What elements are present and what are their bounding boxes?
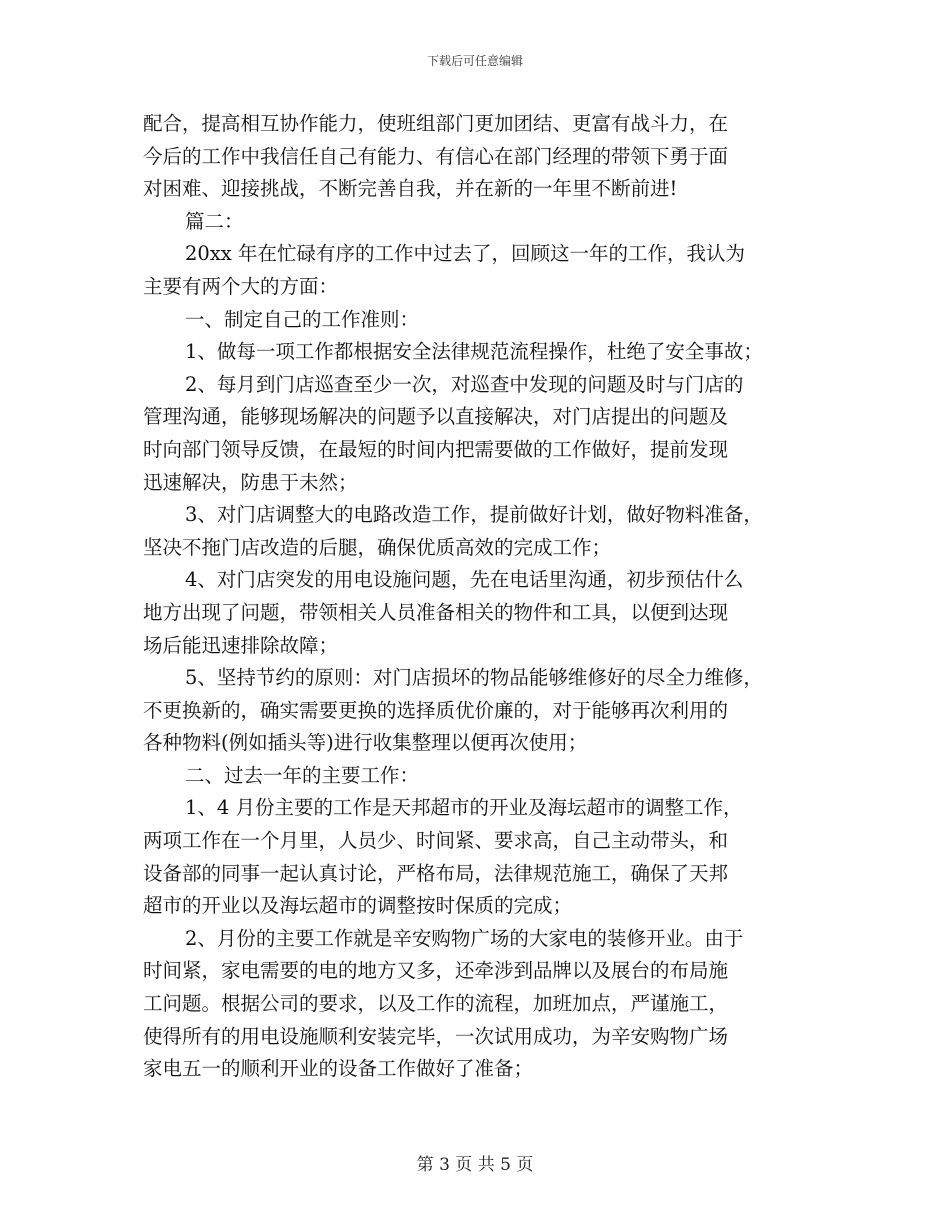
body-line: 篇二： bbox=[185, 209, 244, 233]
body-line: 对困难、迎接挑战，不断完善自我，并在新的一年里不断前进! bbox=[143, 177, 678, 201]
body-line: 1、4 月份主要的工作是天邦超市的开业及海坛超市的调整工作， bbox=[185, 796, 743, 820]
body-line: 工问题。根据公司的要求，以及工作的流程，加班加点，严谨施工， bbox=[143, 992, 729, 1016]
body-line: 今后的工作中我信任自己有能力、有信心在部门经理的带领下勇于面 bbox=[143, 144, 729, 168]
body-line: 2、每月到门店巡查至少一次，对巡查中发现的问题及时与门店的 bbox=[185, 372, 744, 396]
body-line: 迅速解决，防患于未然； bbox=[143, 470, 358, 494]
page-footer: 第 3 页 共 5 页 bbox=[416, 1155, 534, 1175]
body-line: 1、做每一项工作都根据安全法律规范流程操作，杜绝了安全事故； bbox=[185, 340, 763, 364]
body-line: 配合，提高相互协作能力，使班组部门更加团结、更富有战斗力，在 bbox=[143, 112, 729, 135]
body-line: 管理沟通，能够现场解决的问题予以直接解决，对门店提出的问题及 bbox=[143, 405, 729, 429]
body-line: 不更换新的，确实需要更换的选择质优价廉的，对于能够再次利用的 bbox=[143, 698, 729, 722]
body-line: 二、过去一年的主要工作： bbox=[185, 763, 420, 787]
body-line: 地方出现了问题，带领相关人员准备相关的物件和工具，以便到达现 bbox=[143, 600, 729, 624]
document-body bbox=[143, 108, 823, 1086]
body-line: 时间紧，家电需要的电的地方又多，还牵涉到品牌以及展台的布局施 bbox=[143, 959, 729, 983]
body-line: 使得所有的用电设施顺利安装完毕，一次试用成功，为辛安购物广场 bbox=[143, 1024, 729, 1048]
body-line: 一、制定自己的工作准则： bbox=[185, 307, 420, 331]
body-line: 坚决不拖门店改造的后腿，确保优质高效的完成工作； bbox=[143, 535, 612, 559]
body-line: 主要有两个大的方面： bbox=[143, 274, 339, 298]
body-line: 时向部门领导反馈，在最短的时间内把需要做的工作做好，提前发现 bbox=[143, 437, 729, 461]
body-line: 5、坚持节约的原则：对门店损坏的物品能够维修好的尽全力维修， bbox=[185, 666, 763, 690]
body-line: 20xx 年在忙碌有序的工作中过去了，回顾这一年的工作，我认为 bbox=[185, 242, 746, 266]
body-line: 两项工作在一个月里，人员少、时间紧、要求高，自己主动带头，和 bbox=[143, 829, 729, 853]
body-line: 各种物料(例如插头等)进行收集整理以便再次使用； bbox=[143, 731, 588, 755]
body-line: 超市的开业以及海坛超市的调整按时保质的完成； bbox=[143, 894, 573, 918]
body-line: 2、月份的主要工作就是辛安购物广场的大家电的装修开业。由于 bbox=[185, 926, 744, 950]
body-line: 3、对门店调整大的电路改造工作，提前做好计划，做好物料准备， bbox=[185, 503, 763, 527]
body-line: 设备部的同事一起认真讨论，严格布局，法律规范施工，确保了天邦 bbox=[143, 861, 729, 885]
body-line: 家电五一的顺利开业的设备工作做好了准备； bbox=[143, 1057, 534, 1081]
body-line: 4、对门店突发的用电设施问题，先在电话里沟通，初步预估什么 bbox=[185, 568, 744, 592]
page-header: 下载后可任意编辑 bbox=[426, 54, 523, 68]
body-line: 场后能迅速排除故障； bbox=[143, 633, 339, 657]
